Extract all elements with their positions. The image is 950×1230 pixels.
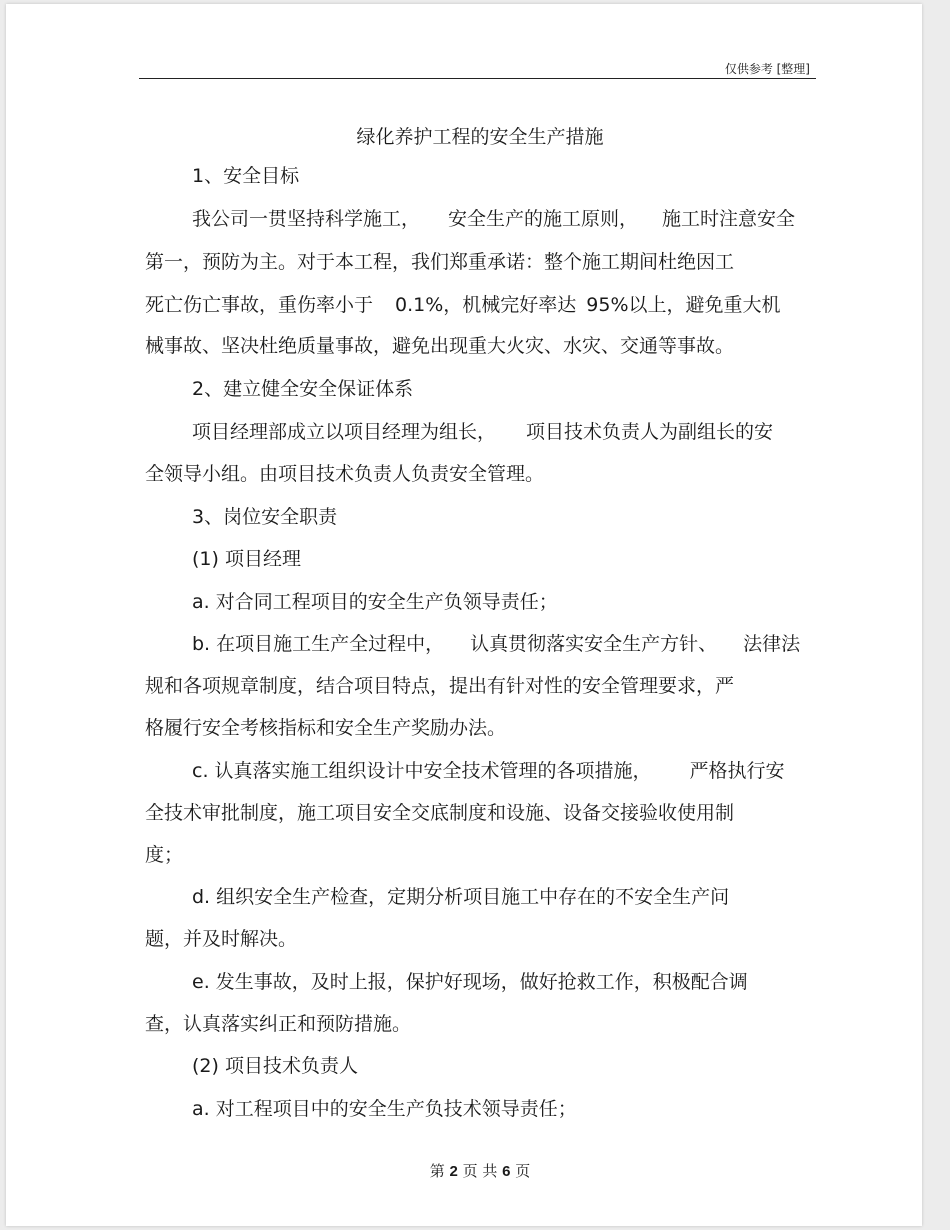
header-note: 仅供参考 [整理] <box>724 62 810 76</box>
total-page-count: 6 <box>502 1163 511 1180</box>
paragraph-line: 格履行安全考核指标和安全生产奖励办法。 <box>145 717 507 739</box>
paragraph-line: 度； <box>145 844 184 866</box>
list-item-e: e. 发生事故，及时上报，保护好现场，做好抢救工作，积极配合调 <box>192 971 748 993</box>
paragraph-line: 项目经理部成立以项目经理为组长， 项目技术负责人为副组长的安 <box>192 421 774 443</box>
paragraph-line: 规和各项规章制度，结合项目特点，提出有针对性的安全管理要求，严 <box>145 675 735 697</box>
paragraph-line: 械事故、坚决杜绝质量事故，避免出现重大火灾、水灾、交通等事故。 <box>145 335 735 357</box>
current-page-number: 2 <box>449 1163 458 1180</box>
heading-3-job-duties: 3、岗位安全职责 <box>192 506 338 528</box>
page-footer: 第 2 页 共 6 页 <box>429 1162 531 1180</box>
paragraph-line: 全领导小组。由项目技术负责人负责安全管理。 <box>145 463 545 485</box>
paragraph-line: 我公司一贯坚持科学施工， 安全生产的施工原则， 施工时注意安全 <box>192 208 796 230</box>
paragraph-line: 全技术审批制度，施工项目安全交底制度和设施、设备交接验收使用制 <box>145 802 735 824</box>
paragraph-line: 题，并及时解决。 <box>145 928 298 950</box>
paragraph-line: 查，认真落实纠正和预防措施。 <box>145 1013 412 1035</box>
heading-1-safety-goal: 1、安全目标 <box>192 165 300 187</box>
document-title: 绿化养护工程的安全生产措施 <box>356 126 604 148</box>
document-page <box>6 4 922 1226</box>
subheading-technical-lead: (2) 项目技术负责人 <box>192 1055 358 1077</box>
list-item-a: a. 对合同工程项目的安全生产负领导责任； <box>192 591 558 613</box>
paragraph-line: 第一，预防为主。对于本工程，我们郑重承诺：整个施工期间杜绝因工 <box>145 251 735 273</box>
list-item-d: d. 组织安全生产检查，定期分析项目施工中存在的不安全生产问 <box>192 886 730 908</box>
subheading-project-manager: (1) 项目经理 <box>192 548 301 570</box>
heading-2-safety-system: 2、建立健全安全保证体系 <box>192 378 414 400</box>
list-item-a: a. 对工程项目中的安全生产负技术领导责任； <box>192 1098 577 1120</box>
paragraph-line: 死亡伤亡事故，重伤率小于 0.1%，机械完好率达 95%以上，避免重大机 <box>145 294 781 316</box>
list-item-c: c. 认真落实施工组织设计中安全技术管理的各项措施， 严格执行安 <box>192 760 785 782</box>
list-item-b: b. 在项目施工生产全过程中， 认真贯彻落实安全生产方针、 法律法 <box>192 633 801 655</box>
header-rule <box>139 78 816 79</box>
